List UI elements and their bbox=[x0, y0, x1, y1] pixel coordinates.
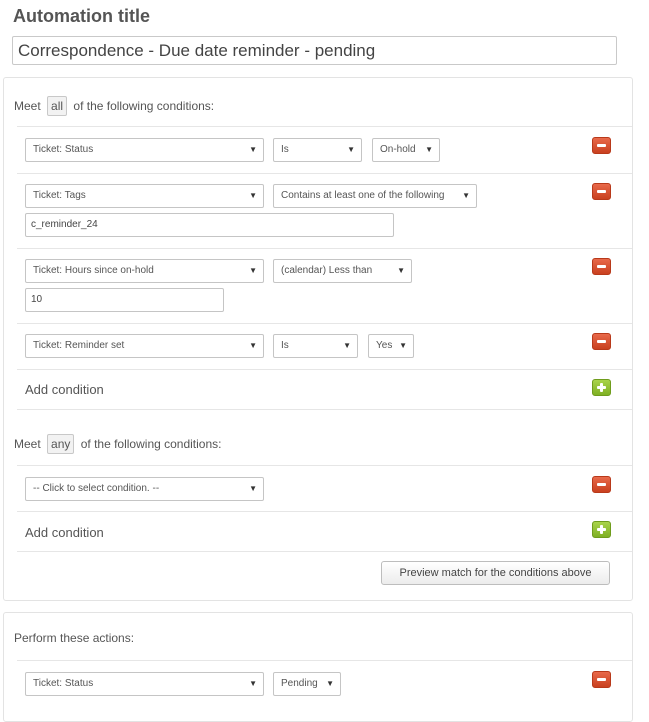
select-value: Ticket: Reminder set bbox=[33, 340, 125, 351]
select-value: Is bbox=[281, 340, 289, 351]
add-condition-icon[interactable] bbox=[592, 379, 611, 396]
chevron-down-icon: ▼ bbox=[249, 266, 257, 275]
add-condition-all-link[interactable]: Add condition bbox=[25, 382, 104, 397]
divider bbox=[17, 551, 632, 552]
remove-action-icon[interactable] bbox=[592, 671, 611, 688]
meet-any-suffix: of the following conditions: bbox=[80, 437, 222, 451]
meet-all-mode: all bbox=[47, 96, 67, 116]
divider bbox=[17, 660, 632, 661]
divider bbox=[17, 126, 632, 127]
condition-field-select[interactable] bbox=[25, 184, 264, 208]
condition-hours-input[interactable]: 10 bbox=[25, 288, 224, 312]
remove-condition-icon[interactable] bbox=[592, 258, 611, 275]
automation-title-label: Automation title bbox=[13, 6, 150, 26]
condition-field-select[interactable] bbox=[25, 138, 264, 162]
chevron-down-icon: ▼ bbox=[249, 679, 257, 688]
add-condition-any-link[interactable]: Add condition bbox=[25, 525, 104, 540]
select-value: On-hold bbox=[380, 144, 416, 155]
condition-field-select[interactable] bbox=[25, 259, 264, 283]
select-value: Pending bbox=[281, 678, 318, 689]
meet-all-suffix: of the following conditions: bbox=[73, 99, 215, 113]
divider bbox=[17, 409, 632, 410]
actions-panel bbox=[3, 612, 633, 722]
condition-field-select[interactable] bbox=[25, 477, 264, 501]
chevron-down-icon: ▼ bbox=[397, 266, 405, 275]
remove-condition-icon[interactable] bbox=[592, 137, 611, 154]
select-value: Yes bbox=[376, 340, 393, 351]
condition-field-select[interactable] bbox=[25, 334, 264, 358]
chevron-down-icon: ▼ bbox=[425, 145, 433, 154]
meet-all-prefix: Meet bbox=[14, 99, 41, 113]
select-value: Ticket: Tags bbox=[33, 190, 86, 201]
actions-heading: Perform these actions: bbox=[14, 631, 135, 645]
condition-value-select[interactable] bbox=[368, 334, 414, 358]
chevron-down-icon: ▼ bbox=[326, 679, 334, 688]
chevron-down-icon: ▼ bbox=[249, 191, 257, 200]
remove-condition-icon[interactable] bbox=[592, 183, 611, 200]
condition-operator-select[interactable] bbox=[273, 138, 362, 162]
select-value: -- Click to select condition. -- bbox=[33, 483, 160, 494]
meet-any-mode: any bbox=[47, 434, 74, 454]
condition-tags-input[interactable]: c_reminder_24 bbox=[25, 213, 394, 237]
remove-condition-icon[interactable] bbox=[592, 476, 611, 493]
chevron-down-icon: ▼ bbox=[347, 145, 355, 154]
chevron-down-icon: ▼ bbox=[399, 341, 407, 350]
action-value-select[interactable] bbox=[273, 672, 341, 696]
divider bbox=[17, 173, 632, 174]
meet-any-line bbox=[14, 434, 222, 454]
chevron-down-icon: ▼ bbox=[343, 341, 351, 350]
select-value: Is bbox=[281, 144, 289, 155]
action-field-select[interactable] bbox=[25, 672, 264, 696]
divider bbox=[17, 369, 632, 370]
select-value: Ticket: Status bbox=[33, 144, 94, 155]
chevron-down-icon: ▼ bbox=[249, 341, 257, 350]
chevron-down-icon: ▼ bbox=[249, 145, 257, 154]
condition-operator-select[interactable] bbox=[273, 334, 358, 358]
divider bbox=[17, 511, 632, 512]
divider bbox=[17, 465, 632, 466]
condition-operator-select[interactable] bbox=[273, 184, 477, 208]
preview-match-button[interactable]: Preview match for the conditions above bbox=[381, 561, 610, 585]
remove-condition-icon[interactable] bbox=[592, 333, 611, 350]
conditions-panel bbox=[3, 77, 633, 601]
condition-operator-select[interactable] bbox=[273, 259, 412, 283]
add-condition-icon[interactable] bbox=[592, 521, 611, 538]
divider bbox=[17, 323, 632, 324]
chevron-down-icon: ▼ bbox=[462, 191, 470, 200]
select-value: Ticket: Hours since on-hold bbox=[33, 265, 154, 276]
meet-any-prefix: Meet bbox=[14, 437, 41, 451]
select-value: (calendar) Less than bbox=[281, 265, 373, 276]
meet-all-line bbox=[14, 96, 214, 116]
chevron-down-icon: ▼ bbox=[249, 484, 257, 493]
divider bbox=[17, 248, 632, 249]
automation-title-input[interactable]: Correspondence - Due date reminder - pending bbox=[12, 36, 617, 65]
select-value: Ticket: Status bbox=[33, 678, 94, 689]
select-value: Contains at least one of the following bbox=[281, 190, 445, 201]
condition-value-select[interactable] bbox=[372, 138, 440, 162]
